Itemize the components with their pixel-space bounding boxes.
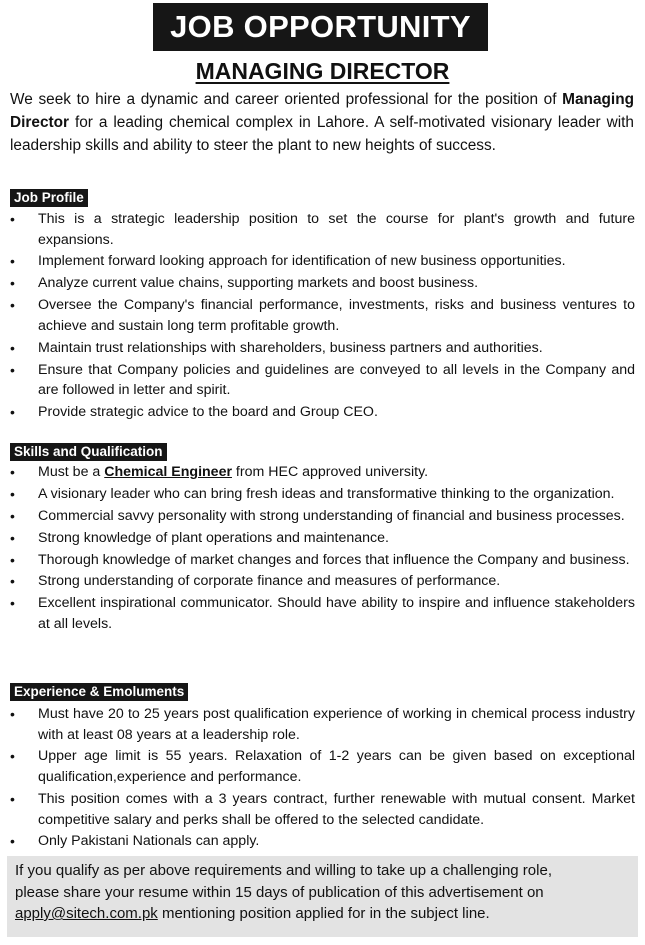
skills-heading: Skills and Qualification — [10, 443, 167, 461]
list-item: • Ensure that Company policies and guidelines are conveyed to all levels in the Company and are followed in letter and spirit. — [10, 360, 635, 401]
job-profile-heading: Job Profile — [10, 189, 88, 207]
chemical-engineer-emphasis: Chemical Engineer — [104, 464, 232, 480]
list-item: • Maintain trust relationships with shareholders, business partners and authorities. — [10, 338, 635, 359]
intro-paragraph: We seek to hire a dynamic and career oriented professional for the position of Managing Director for a leading chemical complex in Lahore. A self-motivated visionary leader with leadership skills and ability to steer the plant to new heights of success. — [10, 91, 634, 155]
job-opportunity-banner: JOB OPPORTUNITY — [153, 3, 488, 51]
list-item: • Thorough knowledge of market changes and forces that influence the Company and business. — [10, 550, 635, 571]
list-item: • Only Pakistani Nationals can apply. — [10, 831, 635, 852]
skills-list — [10, 462, 635, 636]
list-item: • Strong knowledge of plant operations and maintenance. — [10, 528, 635, 549]
list-item: • Provide strategic advice to the board and Group CEO. — [10, 402, 635, 423]
list-item: • Must have 20 to 25 years post qualification experience of working in chemical process industry with at least 08 years at a leadership role. — [10, 704, 635, 745]
list-item: • Strong understanding of corporate finance and measures of performance. — [10, 571, 635, 592]
job-profile-list — [10, 209, 635, 424]
list-item: • Upper age limit is 55 years. Relaxation of 1-2 years can be given based on exceptional qualification,experience and performance. — [10, 746, 635, 787]
list-item: • This position comes with a 3 years contract, further renewable with mutual consent. Market competitive salary and perks shall be offered to the selected candidate. — [10, 789, 635, 830]
list-item: • Excellent inspirational communicator. Should have ability to inspire and influence stakeholders at all levels. — [10, 593, 635, 634]
experience-heading: Experience & Emoluments — [10, 683, 188, 701]
list-item: • This is a strategic leadership position to set the course for plant's growth and future expansions. — [10, 209, 635, 250]
list-item: • Commercial savvy personality with strong understanding of financial and business processes. — [10, 506, 635, 527]
experience-list — [10, 704, 635, 853]
application-instructions: If you qualify as per above requirements and willing to take up a challenging role, please share your resume within 15 days of publication of this advertisement on apply@sitech.com.pk mentioning position applied for in the subject line. — [7, 856, 638, 937]
list-item: • A visionary leader who can bring fresh ideas and transformative thinking to the organization. — [10, 484, 635, 505]
list-item: • Analyze current value chains, supporting markets and boost business. — [10, 273, 635, 294]
list-item: • Implement forward looking approach for identification of new business opportunities. — [10, 251, 635, 272]
list-item: • Oversee the Company's financial performance, investments, risks and business ventures to achieve and sustain long term profitable growth. — [10, 295, 635, 336]
apply-email-link[interactable]: apply@sitech.com.pk — [15, 905, 158, 922]
position-title: MANAGING DIRECTOR — [195, 58, 450, 84]
list-item: • Must be a Chemical Engineer from HEC approved university. — [10, 462, 635, 483]
